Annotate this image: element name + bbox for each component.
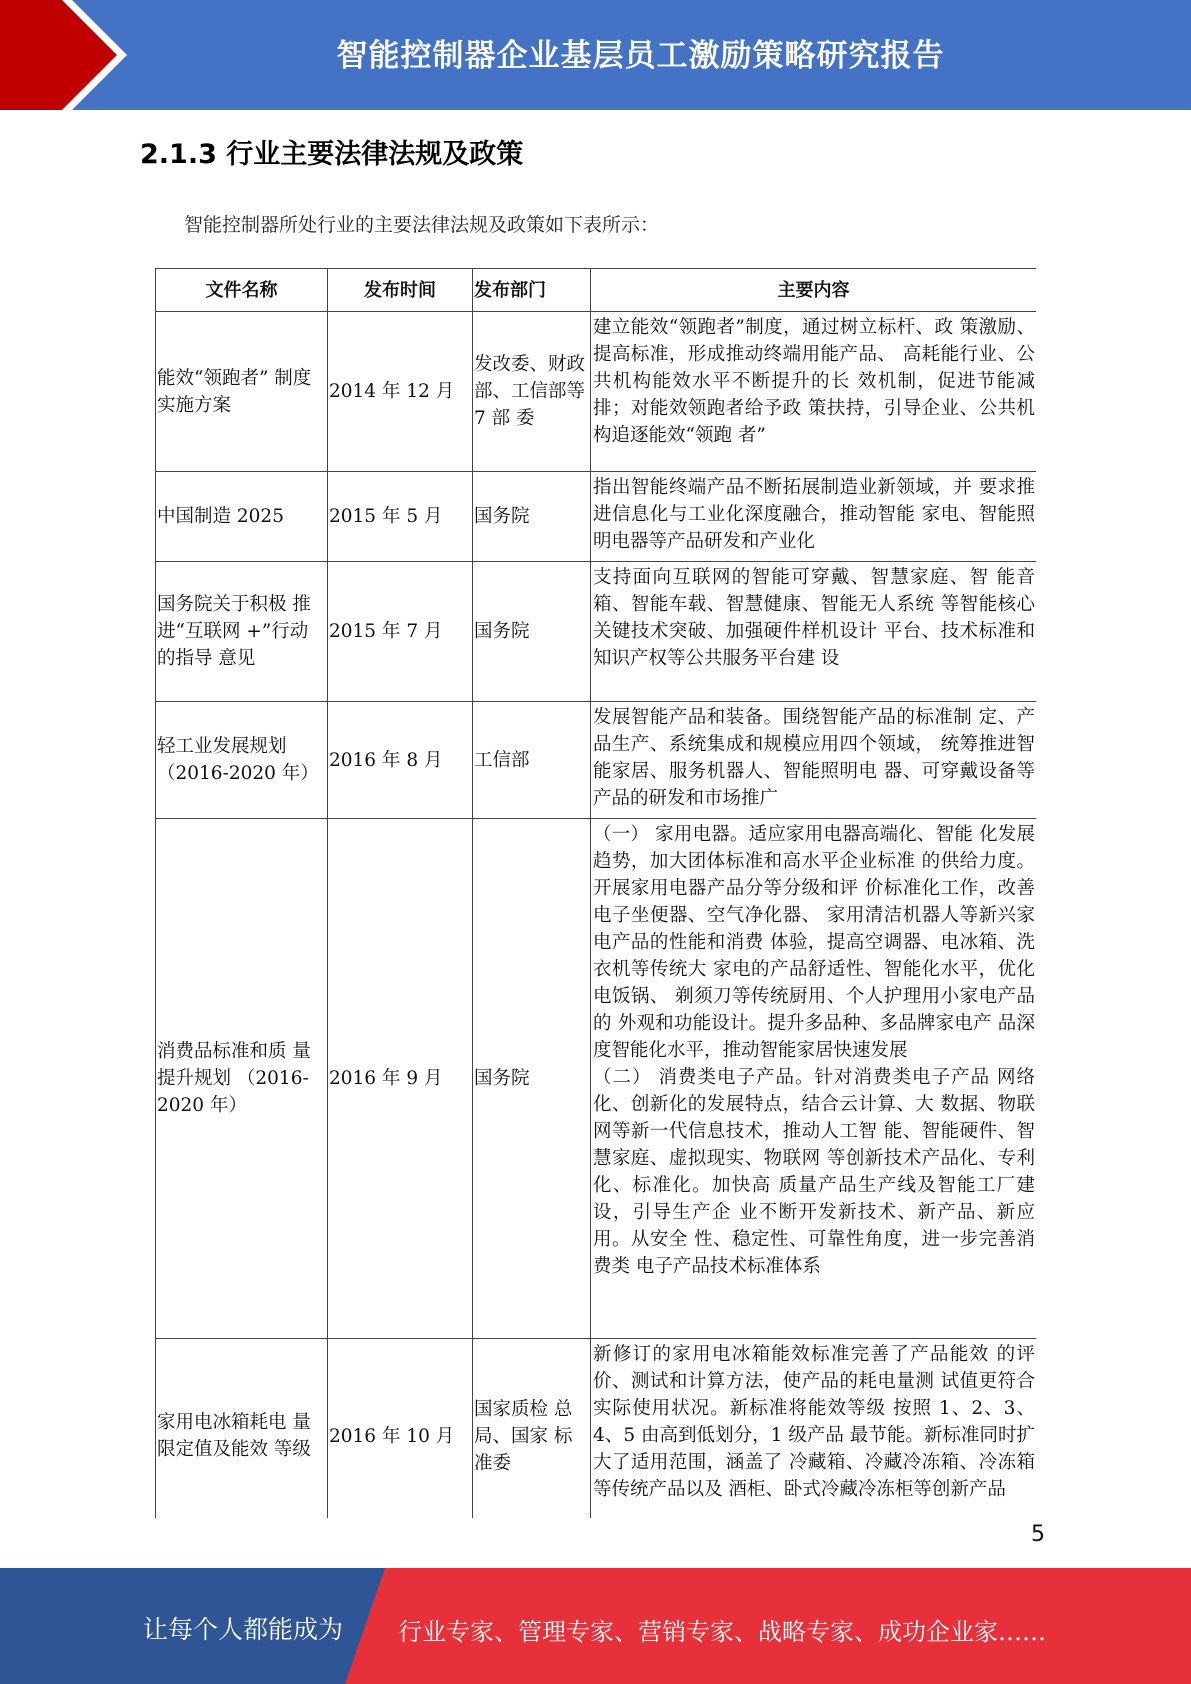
row-main-content: 建立能效“领跑者”制度，通过树立标杆、政 策激励、提高标准，形成推动终端用能产品、 高耗能行业、公共机构能效水平不断提升的长 效机制，促进节能减排；对能效领跑者给予政 策扶持，引导企业、公共机构追逐能效“领跑 者” [591, 312, 1037, 472]
table-row [156, 1339, 1037, 1519]
footer-slogan-right: 行业专家、管理专家、营销专家、战略专家、成功企业家…… [398, 1618, 1046, 1646]
row-main-content: （一） 家用电器。适应家用电器高端化、智能 化发展趋势，加大团体标准和高水平企业标准 的供给力度。开展家用电器产品分等分级和评 价标准化工作，改善电子坐便器、空气净化器、 家用清洁机器人等新兴家电产品的性能和消费 体验，提高空调器、电冰箱、洗衣机等传统大 家电的产品舒适性、智能化水平，优化电饭锅、 剃须刀等传统厨用、个人护理用小家电产品的 外观和功能设计。提升多品种、多品牌家电产 品深度智能化水平，推动智能家居快速发展 （二） 消费类电子产品。针对消费类电子产品 网络化、创新化的发展特点，结合云计算、大 数据、物联网等新一代信息技术，推动人工智 能、智能硬件、智慧家庭、虚拟现实、物联网 等创新技术产品化、专利化、标准化。加快高 质量产品生产线及智能工厂建设，引导生产企 业不断开发新技术、新产品、新应用。从安全 性、稳定性、可靠性角度，进一步完善消费类 电子产品技术标准体系 [591, 819, 1037, 1339]
row-department: 发改委、财政部、工信部等 7 部 委 [473, 312, 591, 472]
intro-paragraph: 智能控制器所处行业的主要法律法规及政策如下表所示： [184, 214, 660, 236]
section-heading: 2.1.3 行业主要法律法规及政策 [140, 139, 524, 170]
row-department: 国务院 [473, 819, 591, 1339]
row-release-date: 2016 年 8 月 [328, 702, 473, 819]
table-row [156, 702, 1037, 819]
header-banner [0, 0, 1191, 110]
table-header-row [156, 269, 1037, 312]
table-row [156, 819, 1037, 1339]
header-release-date: 发布时间 [328, 269, 473, 312]
row-main-content: 指出智能终端产品不断拓展制造业新领域，并 要求推进信息化与工业化深度融合，推动智能 家电、智能照明电器等产品研发和产业化 [591, 472, 1037, 562]
row-main-content: 发展智能产品和装备。围绕智能产品的标准制 定、产品生产、系统集成和规模应用四个领域， 统筹推进智能家居、服务机器人、智能照明电 器、可穿戴设备等产品的研发和市场推广 [591, 702, 1037, 819]
row-document-name: 消费品标准和质 量提升规划 （2016-2020 年） [156, 819, 328, 1339]
page-number: 5 [1031, 1522, 1045, 1547]
row-release-date: 2014 年 12 月 [328, 312, 473, 472]
row-document-name: 能效“领跑者” 制度实施方案 [156, 312, 328, 472]
header-arrow-graphic [0, 0, 150, 110]
table-row [156, 472, 1037, 562]
row-release-date: 2015 年 7 月 [328, 562, 473, 702]
row-release-date: 2016 年 9 月 [328, 819, 473, 1339]
row-document-name: 国务院关于积极 推进“互联网 +”行动的指导 意见 [156, 562, 328, 702]
row-release-date: 2015 年 5 月 [328, 472, 473, 562]
table-row [156, 312, 1037, 472]
row-department: 国务院 [473, 562, 591, 702]
footer-slogan-left: 让每个人都能成为 [143, 1615, 344, 1644]
report-title: 智能控制器企业基层员工激励策略研究报告 [336, 38, 945, 74]
row-department: 国务院 [473, 472, 591, 562]
row-department: 国家质检 总局、国家 标准委 [473, 1339, 591, 1519]
table-row [156, 562, 1037, 702]
row-release-date: 2016 年 10 月 [328, 1339, 473, 1519]
row-main-content: 新修订的家用电冰箱能效标准完善了产品能效 的评价、测试和计算方法，使产品的耗电量测 试值更符合实际使用状况。新标准将能效等级 按照 1、2、3、4、5 由高到低划分，1 级产品 最节能。新标准同时扩大了适用范围，涵盖了 冷藏箱、冷藏冷冻箱、冷冻箱等传统产品以及 酒柜、卧式冷藏冷冻柜等创新产品 [591, 1339, 1037, 1519]
policy-table-container [155, 268, 1036, 1518]
row-main-content: 支持面向互联网的智能可穿戴、智慧家庭、智 能音箱、智能车载、智慧健康、智能无人系统 等智能核心关键技术突破、加强硬件样机设计 平台、技术标准和知识产权等公共服务平台建 设 [591, 562, 1037, 702]
header-department: 发布部门 [473, 269, 591, 312]
header-main-content: 主要内容 [591, 269, 1037, 312]
row-document-name: 中国制造 2025 [156, 472, 328, 562]
row-document-name: 轻工业发展规划 （2016-2020 年） [156, 702, 328, 819]
header-document-name: 文件名称 [156, 269, 328, 312]
footer-banner [0, 1568, 1191, 1684]
row-department: 工信部 [473, 702, 591, 819]
policy-table [155, 268, 1036, 1518]
row-document-name: 家用电冰箱耗电 量限定值及能效 等级 [156, 1339, 328, 1519]
